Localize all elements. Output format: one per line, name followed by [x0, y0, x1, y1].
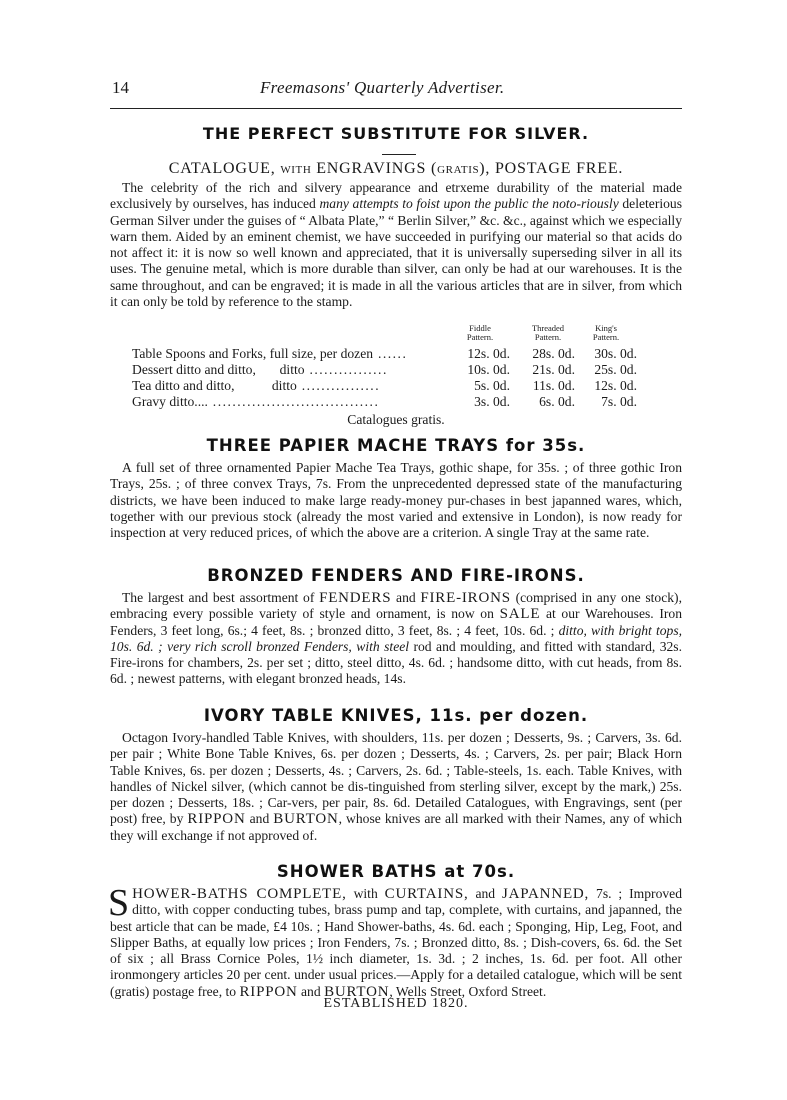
text-run: 7s. ; Improved ditto, with copper conducting tubes, brass pump and tap, complete, with curtains, and japanned, the best article that can be made, £4 10s. ; Hand Shower-baths, 4s. 6d. each ; Sponging, Hip, Leg, Foot, and Slipper Baths, at equally low prices ; Iron Fenders, 7s. ; Bronzed ditto, 8s. ; Dish-covers, 6s. 6d. the Set of six ; all Brass Cornice Poles, 1½ inch diameter, 1s. 3d. ; 2 inches, 1s. 6d. per foot. All other ironmongery articles 20 per cent. under usual prices.—Apply for a detailed catalogue, which will be sent (gratis) postage free, to [110, 886, 682, 999]
text-run: (comprised in any one stock), embracing every possible variety of style and ornament, is now on [110, 590, 682, 622]
dot-leader: .................................. [207, 394, 380, 409]
table-row [132, 378, 682, 394]
column-header-fiddle [450, 324, 510, 342]
fenders-paragraph [110, 590, 682, 688]
price-threaded: 11s. 0d. [532, 378, 575, 393]
text-run: with [346, 886, 385, 901]
knives-paragraph [110, 730, 682, 844]
col-line: Threaded [531, 323, 565, 333]
caps-run: FENDERS [319, 590, 392, 606]
price-fiddle: 3s. 0d. [474, 394, 510, 409]
drop-cap: S [108, 882, 130, 924]
price-kings: 12s. 0d. [594, 378, 637, 393]
trays-paragraph [110, 460, 682, 541]
col-line: Pattern. [466, 332, 494, 342]
caps-run: BURTON [324, 983, 390, 1000]
subheading-part: CATALOGUE, [168, 160, 276, 177]
trays-heading: THREE PAPIER MACHE TRAYS for 35s. [206, 436, 586, 455]
item-label: Dessert ditto and ditto, ditto [132, 362, 305, 377]
table-row [132, 394, 682, 410]
advertiser-page [108, 78, 683, 1011]
col-line: Fiddle [469, 323, 491, 333]
text-run: deleterious German Silver under the guises of “ Albata Plate,” “ Berlin Silver,” &c. &c., against which we especially warn them. Aided by an eminent chemist, we have succeeded in purifying our material so that acids do not affect it: it is now so well known and appreciated, that it is universally superseding silver in all its uses. The genuine metal, which is more durable than silver, can only be had at our warehouses. It is the same throughout, and can be engraved; it is made in all the various articles that are in silver, from which it can only be told by reference to the stamp. [110, 196, 683, 310]
column-header-threaded [518, 324, 578, 342]
subheading-with: WITH [280, 164, 312, 176]
text-run: Octagon Ivory-handled Table Knives, with shoulders, 11s. per dozen ; Desserts, 9s. ; Carvers, 3s. 6d. per pair ; White Bone Table Knives, 6s. per dozen ; Desserts, 4s. ; Carvers, 2s. per pair; Black Horn Table Knives, 6s. per dozen ; Desserts, 4s. ; Carvers, 2s. 6d. ; Table-steels, 1s. each. Table Knives, with handles of Nickel silver, (which cannot be dis-tinguished from sterling silver, except by the mark,) 25s. per dozen ; Desserts, 18s. ; Car-vers, per pair, 8s. 6d. Detailed Catalogues, with Engravings, sent (per post) free, by [110, 730, 682, 827]
caps-run: CURTAINS, [384, 886, 469, 902]
price-threaded: 21s. 0d. [532, 362, 575, 377]
dot-leader: ...... [373, 346, 408, 361]
silver-subheading [110, 160, 682, 178]
table-row [132, 346, 682, 362]
item-label: Tea ditto and ditto, ditto [132, 378, 297, 393]
short-divider [382, 154, 416, 155]
established-line: ESTABLISHED 1820. [323, 996, 469, 1011]
text-run: rod and moulding, and fitted with standard, 32s. Fire-irons for chambers, 2s. per set ; ditto, steel ditto, 4s. 6d. ; handsome ditto, with cut heads, from 8s. 6d. ; newest patterns, with elegant bronzed heads, 14s. [110, 638, 683, 687]
item-name [132, 378, 465, 394]
price-threaded: 6s. 0d. [539, 394, 575, 409]
journal-title: Freemasons' Quarterly Advertiser. [260, 78, 505, 97]
item-name [132, 394, 465, 410]
italic-run: many attempts to foist upon the public the noto-riously [319, 196, 619, 212]
caps-run: BURTON [273, 811, 339, 828]
price-fiddle: 5s. 0d. [474, 378, 510, 393]
shower-paragraph [108, 882, 682, 1000]
price-fiddle: 12s. 0d. [467, 346, 510, 361]
price-kings: 25s. 0d. [594, 362, 637, 377]
dot-leader: ................ [304, 362, 388, 377]
text-run: A full set of three ornamented Papier Mache Tea Trays, gothic shape, for 35s. ; of three gothic Iron Trays, 25s. ; of three convex Trays, 7s. From the unprecedented depressed state of the manufacturing districts, we have been induced to make large ready-money pur-chases in best japanned wares, which, together with our previous stock (already the most varied and extensive in London), is now ready for inspection at very reduced prices, of which the above are a criterion. A single Tray at the same rate. [110, 460, 682, 541]
caps-run: JAPANNED, [502, 886, 590, 902]
price-fiddle: 10s. 0d. [467, 362, 510, 377]
caps-run: FIRE-IRONS [420, 590, 511, 606]
price-table [132, 346, 682, 410]
catalogues-gratis-note: Catalogues gratis. [347, 412, 445, 427]
text-run: The celebrity of the rich and silvery appearance and etrxeme durability of the material made exclusively by ourselves, has induced [110, 180, 682, 212]
price-kings: 7s. 0d. [601, 394, 637, 409]
subheading-gratis: GRATIS [437, 164, 480, 176]
fenders-heading: BRONZED FENDERS AND FIRE-IRONS. [207, 566, 585, 585]
caps-run: RIPPON [239, 983, 298, 1000]
item-label: Table Spoons and Forks, full size, per dozen [132, 346, 374, 361]
text-run: The largest and best assortment of [122, 590, 320, 605]
caps-run: RIPPON [187, 811, 246, 828]
column-header-kings [576, 324, 636, 342]
col-line: King's [595, 323, 617, 333]
silver-heading: THE PERFECT SUBSTITUTE FOR SILVER. [202, 124, 590, 143]
text-run: at our Warehouses. Iron Fenders, 3 feet long, 6s.; 4 feet, 8s. ; bronzed ditto, 3 feet, 8s. ; 4 feet, 10s. 6d. ; [110, 606, 683, 638]
silver-paragraph [110, 180, 682, 310]
text-run: and [297, 983, 325, 999]
item-name [132, 362, 465, 378]
subheading-part: ENGRAVINGS ( [316, 160, 438, 177]
shower-heading: SHOWER BATHS at 70s. [276, 862, 516, 881]
item-label: Gravy ditto.... [132, 394, 208, 409]
col-line: Pattern. [592, 332, 620, 342]
text-run: , whose knives are all marked with their Names, any of which they will exchange if not approved of. [110, 811, 682, 843]
caps-run: HOWER-BATHS COMPLETE, [132, 886, 347, 902]
col-line: Pattern. [534, 332, 562, 342]
price-kings: 30s. 0d. [594, 346, 637, 361]
text-run: and [468, 886, 503, 901]
running-head [110, 78, 682, 98]
subheading-part: ), POSTAGE FREE. [479, 160, 624, 177]
page-number: 14 [112, 78, 129, 97]
text-run: and [245, 811, 274, 827]
text-run: , Wells Street, Oxford Street. [389, 983, 547, 999]
price-threaded: 28s. 0d. [532, 346, 575, 361]
italic-run: ditto, with bright tops, 10s. 6d. ; very rich scroll bronzed Fenders, with steel [110, 622, 683, 654]
knives-heading: IVORY TABLE KNIVES, 11s. per dozen. [203, 706, 589, 725]
item-name [132, 346, 465, 362]
dot-leader: ................ [296, 378, 381, 393]
table-row [132, 362, 682, 378]
text-run: and [391, 590, 421, 605]
caps-run: SALE [499, 606, 541, 623]
header-rule [110, 108, 682, 109]
